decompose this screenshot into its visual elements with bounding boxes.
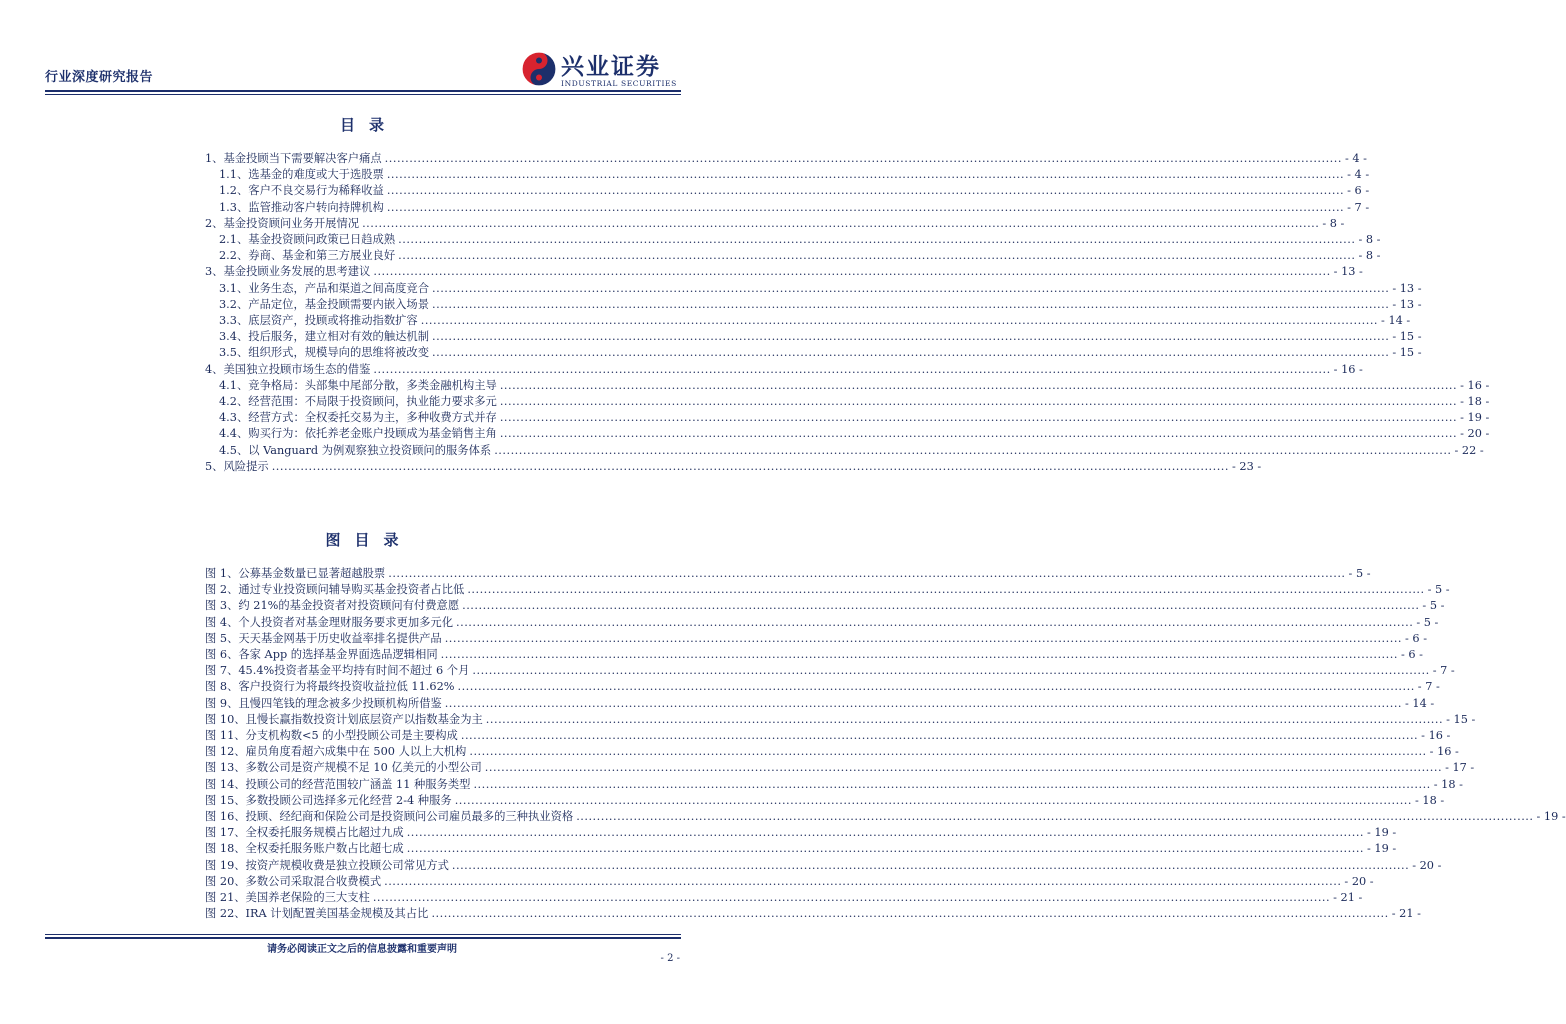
toc-entry-number: 3.5、: [219, 346, 249, 360]
toc-entry-page: - 16 -: [1333, 362, 1363, 376]
toc-entry-label: 经营方式：全权委托交易为主，多种收费方式并存: [248, 411, 497, 425]
toc-entry-label: 竞争格局：头部集中尾部分散，多类金融机构主导: [248, 378, 497, 392]
figure-entry[interactable]: [205, 792, 1445, 809]
page-number: - 2 -: [660, 953, 680, 964]
toc-entry-number: 3.2、: [219, 297, 249, 311]
toc-entry-page: - 7 -: [1347, 200, 1370, 214]
toc-entry-label: 经营范围：不局限于投资顾问，执业能力要求多元: [248, 395, 497, 408]
toc-leader-dots: [362, 215, 1319, 232]
figure-entry-label: 图 1、公募基金数量已显著超越股票: [205, 567, 386, 580]
figure-entry[interactable]: [205, 889, 1363, 906]
figure-entry-page: - 20 -: [1344, 874, 1374, 888]
toc-entry-page: - 8 -: [1358, 249, 1381, 263]
figure-entry[interactable]: [205, 695, 1435, 712]
figure-entry-label: 图 19、按资产规模收费是独立投顾公司常见方式: [205, 858, 449, 872]
toc-entry[interactable]: [219, 166, 1370, 183]
toc-leader-dots: [500, 393, 1457, 410]
figure-entry-label: 图 18、全权委托服务账户数占比超七成: [205, 842, 404, 856]
toc-entry-label: 产品定位，基金投顾需要内嵌入场景: [248, 297, 430, 311]
figure-entry[interactable]: [205, 743, 1459, 760]
report-type-label: 行业深度研究报告: [45, 70, 154, 85]
toc-leader-dots: [385, 150, 1342, 167]
toc-leader-dots: [432, 296, 1389, 313]
toc-entry-number: 2.1、: [219, 233, 249, 246]
figure-entry[interactable]: [205, 840, 1397, 857]
toc-entry-page: - 6 -: [1347, 184, 1370, 198]
toc-entry-label: 客户不良交易行为稀释收益: [248, 184, 384, 198]
figure-entry-label: 图 20、多数公司采取混合收费模式: [205, 874, 382, 888]
figure-entry-page: - 5 -: [1416, 615, 1439, 629]
figure-entry[interactable]: [205, 630, 1428, 647]
figure-entry[interactable]: [205, 581, 1450, 598]
toc-entry-label: 选基金的难度或大于选股票: [248, 168, 384, 182]
toc-leader-dots: [398, 231, 1355, 248]
figure-entry-page: - 19 -: [1367, 826, 1397, 840]
toc-leader-dots: [500, 377, 1457, 394]
toc-entry-number: 3、: [205, 265, 224, 279]
toc-entry-number: 1、: [205, 152, 224, 165]
figures-title: 图目录: [325, 531, 413, 549]
toc-leader-dots: [373, 263, 1330, 280]
toc-entry[interactable]: [219, 280, 1422, 297]
toc-leader-dots: [421, 312, 1378, 329]
figure-leader-dots: [472, 662, 1429, 679]
toc-leader-dots: [398, 247, 1355, 264]
toc-entry-page: - 15 -: [1392, 330, 1422, 344]
toc-entry[interactable]: [219, 442, 1484, 459]
toc-entry[interactable]: [205, 150, 1367, 167]
toc-entry-number: 1.3、: [219, 200, 249, 214]
company-logo: [521, 48, 691, 92]
figure-entry-page: - 14 -: [1405, 696, 1435, 710]
figure-entry[interactable]: [205, 711, 1476, 728]
figure-leader-dots: [407, 840, 1364, 857]
company-name-en: INDUSTRIAL SECURITIES: [561, 79, 677, 88]
toc-entry-page: - 22 -: [1454, 443, 1484, 457]
figure-entry-page: - 16 -: [1429, 745, 1459, 759]
figure-leader-dots: [384, 873, 1341, 890]
toc-entry-number: 4.1、: [219, 378, 249, 392]
toc-entry-label: 监管推动客户转向持牌机构: [248, 200, 384, 214]
figure-entry[interactable]: [205, 597, 1445, 614]
figure-entry-page: - 21 -: [1333, 891, 1363, 904]
figure-entry-page: - 19 -: [1536, 810, 1566, 823]
figure-entry[interactable]: [205, 776, 1463, 793]
toc-entry[interactable]: [205, 361, 1363, 378]
figure-leader-dots: [456, 614, 1413, 631]
figure-entry-label: 图 5、天天基金网基于历史收益率排名提供产品: [205, 631, 442, 645]
figure-entry-label: 图 12、雇员角度看超六成集中在 500 人以上大机构: [205, 745, 467, 759]
toc-leader-dots: [387, 166, 1344, 183]
toc-entry-page: - 4 -: [1347, 168, 1370, 182]
toc-entry-page: - 8 -: [1358, 233, 1381, 246]
figure-entry[interactable]: [205, 678, 1440, 695]
figure-entry-page: - 5 -: [1422, 599, 1445, 613]
figure-entry-page: - 5 -: [1348, 567, 1371, 580]
toc-entry-number: 2、: [205, 216, 224, 230]
figure-leader-dots: [388, 565, 1345, 582]
toc-entry[interactable]: [219, 377, 1490, 394]
figure-entry-page: - 19 -: [1367, 842, 1397, 856]
figure-entry-label: 图 2、通过专业投资顾问辅导购买基金投资者占比低: [205, 583, 465, 597]
toc-entry-label: 业务生态，产品和渠道之间高度竞合: [248, 281, 430, 295]
toc-entry-page: - 8 -: [1322, 216, 1345, 230]
toc-entry-label: 以 Vanguard 为例观察独立投资顾问的服务体系: [248, 443, 492, 457]
company-name: 兴业证券: [561, 54, 661, 80]
toc-entry-number: 3.1、: [219, 281, 249, 295]
figure-entry-page: - 15 -: [1446, 712, 1476, 726]
figure-entry-label: 图 16、投顾、经纪商和保险公司是投资顾问公司雇员最多的三种执业资格: [205, 810, 574, 823]
figure-entry[interactable]: [205, 857, 1442, 874]
toc-entry-number: 3.4、: [219, 330, 249, 344]
figure-entry[interactable]: [205, 873, 1374, 890]
figure-leader-dots: [576, 808, 1533, 825]
figure-leader-dots: [467, 581, 1424, 598]
toc-entry[interactable]: [219, 312, 1411, 329]
contents-title: 目录: [339, 116, 398, 134]
figure-entry-label: 图 14、投顾公司的经营范围较广涵盖 11 种服务类型: [205, 777, 471, 791]
toc-entry[interactable]: [219, 393, 1490, 410]
toc-leader-dots: [387, 182, 1344, 199]
figure-entry-page: - 16 -: [1421, 729, 1451, 742]
figure-leader-dots: [485, 759, 1442, 776]
toc-leader-dots: [500, 425, 1457, 442]
toc-entry-label: 基金投资顾问业务开展情况: [223, 216, 360, 230]
figure-leader-dots: [445, 695, 1402, 712]
toc-entry-label: 基金投顾当下需要解决客户痛点: [223, 152, 382, 165]
figure-entry-label: 图 11、分支机构数<5 的小型投顾公司是主要构成: [205, 729, 458, 742]
figure-entry-label: 图 9、且慢四笔钱的理念被多少投顾机构所借鉴: [205, 696, 442, 710]
figure-entry[interactable]: [205, 905, 1421, 922]
toc-entry-number: 4.2、: [219, 395, 249, 408]
toc-entry[interactable]: [219, 344, 1422, 361]
figure-leader-dots: [431, 905, 1388, 922]
toc-entry-page: - 23 -: [1232, 459, 1262, 473]
figure-entry-label: 图 17、全权委托服务规模占比超过九成: [205, 826, 404, 840]
figure-entry[interactable]: [205, 759, 1475, 776]
figure-leader-dots: [458, 678, 1415, 695]
figure-entry-label: 图 8、客户投资行为将最终投资收益拉低 11.62%: [205, 680, 455, 694]
toc-entry[interactable]: [219, 296, 1422, 313]
toc-leader-dots: [432, 344, 1389, 361]
toc-entry-page: - 13 -: [1392, 281, 1422, 295]
figure-entry-page: - 17 -: [1445, 761, 1475, 775]
toc-entry-page: - 13 -: [1333, 265, 1363, 279]
figure-entry[interactable]: [205, 727, 1451, 744]
header-rule-thin: [45, 94, 681, 95]
toc-entry-number: 3.3、: [219, 314, 249, 327]
figure-leader-dots: [455, 792, 1412, 809]
footer-rule: [45, 937, 681, 939]
figure-leader-dots: [462, 597, 1419, 614]
figure-entry-label: 图 22、IRA 计划配置美国基金规模及其占比: [205, 907, 429, 921]
figure-entry-label: 图 21、美国养老保险的三大支柱: [205, 891, 370, 904]
figure-entry-label: 图 10、且慢长赢指数投资计划底层资产以指数基金为主: [205, 712, 483, 726]
toc-leader-dots: [373, 361, 1330, 378]
figure-entry-page: - 7 -: [1432, 664, 1455, 678]
toc-entry-page: - 13 -: [1392, 297, 1422, 311]
toc-entry[interactable]: [205, 215, 1345, 232]
toc-entry[interactable]: [205, 458, 1262, 475]
toc-entry[interactable]: [219, 231, 1381, 248]
figure-leader-dots: [452, 857, 1409, 874]
company-logo-mark-icon: [521, 51, 557, 87]
toc-leader-dots: [494, 442, 1451, 459]
figure-leader-dots: [407, 824, 1364, 841]
figure-entry[interactable]: [205, 808, 1566, 825]
toc-entry-label: 基金投顾业务发展的思考建议: [223, 265, 371, 279]
toc-entry[interactable]: [219, 182, 1370, 199]
toc-entry[interactable]: [219, 425, 1490, 442]
disclaimer-note: 请务必阅读正文之后的信息披露和重要声明: [267, 944, 457, 955]
toc-entry-label: 券商、基金和第三方展业良好: [248, 249, 396, 263]
toc-leader-dots: [500, 409, 1457, 426]
toc-entry-page: - 20 -: [1460, 427, 1490, 441]
toc-entry-label: 组织形式，规模导向的思维将被改变: [248, 346, 430, 360]
figure-entry[interactable]: [205, 565, 1371, 582]
figure-entry-page: - 20 -: [1412, 858, 1442, 872]
toc-entry-number: 2.2、: [219, 249, 249, 263]
header-rule: [45, 90, 681, 92]
toc-leader-dots: [432, 280, 1389, 297]
toc-entry-number: 4、: [205, 362, 224, 376]
toc-entry-label: 基金投资顾问政策已日趋成熟: [248, 233, 396, 246]
figure-entry-page: - 5 -: [1427, 583, 1450, 597]
figure-leader-dots: [445, 630, 1402, 647]
figure-leader-dots: [441, 646, 1398, 663]
toc-entry-label: 美国独立投顾市场生态的借鉴: [223, 362, 371, 376]
figure-entry[interactable]: [205, 646, 1423, 663]
toc-entry-page: - 15 -: [1392, 346, 1422, 360]
figure-entry-page: - 6 -: [1405, 631, 1428, 645]
toc-entry-page: - 4 -: [1344, 152, 1367, 165]
figure-leader-dots: [461, 727, 1418, 744]
toc-entry-page: - 18 -: [1460, 395, 1490, 408]
toc-entry-number: 5、: [205, 459, 224, 473]
toc-entry-number: 4.5、: [219, 443, 249, 457]
toc-entry-label: 购买行为：依托养老金账户投顾成为基金销售主角: [248, 427, 497, 441]
figure-entry[interactable]: [205, 662, 1455, 679]
footer-rule-thin: [45, 934, 681, 935]
toc-entry[interactable]: [219, 409, 1490, 426]
toc-entry[interactable]: [205, 263, 1363, 280]
toc-leader-dots: [387, 199, 1344, 216]
toc-entry-page: - 16 -: [1460, 378, 1490, 392]
toc-entry-number: 1.1、: [219, 168, 249, 182]
toc-leader-dots: [272, 458, 1229, 475]
figure-entry-page: - 18 -: [1414, 793, 1445, 807]
toc-entry[interactable]: [219, 199, 1370, 216]
figure-entry-label: 图 13、多数公司是资产规模不足 10 亿美元的小型公司: [205, 761, 482, 775]
toc-entry-number: 1.2、: [219, 184, 249, 198]
toc-entry-page: - 14 -: [1381, 314, 1411, 327]
figure-entry[interactable]: [205, 614, 1439, 631]
figure-entry-page: - 21 -: [1391, 907, 1421, 921]
figure-leader-dots: [486, 711, 1443, 728]
toc-entry-number: 4.3、: [219, 411, 249, 425]
toc-entry[interactable]: [219, 247, 1381, 264]
figure-leader-dots: [469, 743, 1426, 760]
toc-entry[interactable]: [219, 328, 1422, 345]
figure-entry-label: 图 7、45.4%投资者基金平均持有时间不超过 6 个月: [205, 664, 470, 678]
toc-entry-number: 4.4、: [219, 427, 249, 441]
toc-entry-label: 投后服务，建立相对有效的触达机制: [248, 330, 430, 344]
figure-entry[interactable]: [205, 824, 1397, 841]
figure-entry-page: - 18 -: [1433, 777, 1463, 791]
toc-leader-dots: [432, 328, 1389, 345]
figure-entry-label: 图 6、各家 App 的选择基金界面选品逻辑相同: [205, 648, 438, 661]
figure-entry-label: 图 15、多数投顾公司选择多元化经营 2-4 种服务: [205, 793, 452, 807]
toc-entry-label: 风险提示: [223, 459, 269, 473]
figure-leader-dots: [373, 889, 1330, 906]
toc-entry-label: 底层资产，投顾或将推动指数扩容: [248, 314, 418, 327]
figure-entry-label: 图 3、约 21%的基金投资者对投资顾问有付费意愿: [205, 599, 460, 613]
figure-leader-dots: [473, 776, 1430, 793]
figure-entry-label: 图 4、个人投资者对基金理财服务要求更加多元化: [205, 615, 454, 629]
toc-entry-page: - 19 -: [1460, 411, 1490, 425]
figure-entry-page: - 7 -: [1417, 680, 1440, 694]
figure-entry-page: - 6 -: [1400, 648, 1423, 661]
